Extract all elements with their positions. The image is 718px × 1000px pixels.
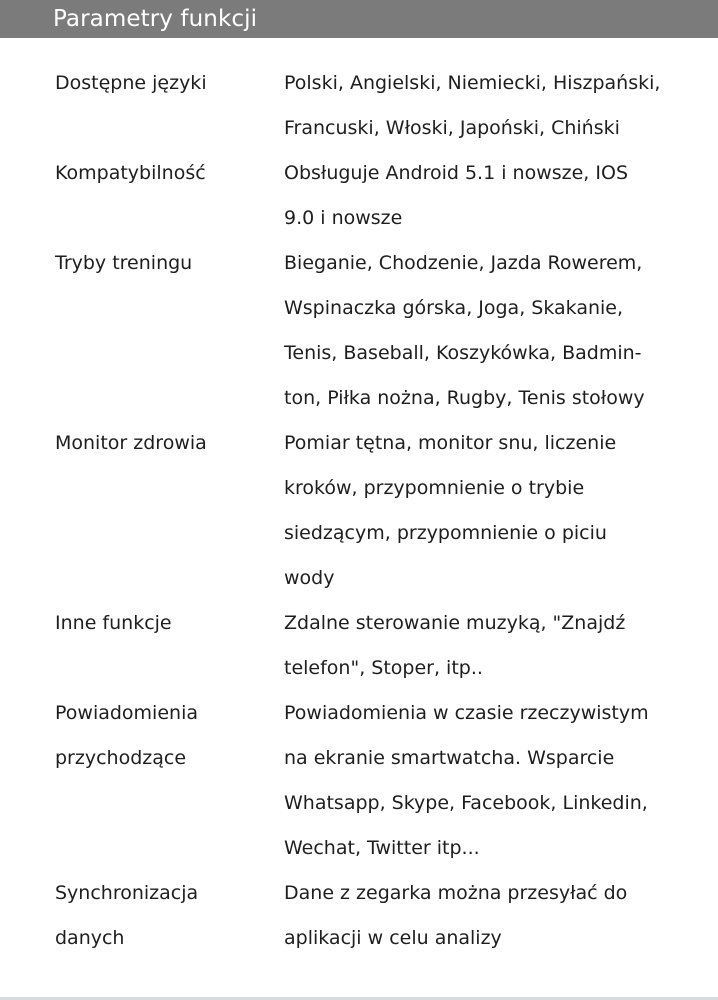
spec-label-line: Dostępne języki <box>55 72 207 94</box>
spec-value-line: Francuski, Włoski, Japoński, Chiński <box>284 117 620 139</box>
section-header-bar <box>0 0 718 38</box>
spec-row-training-modes <box>55 241 695 421</box>
spec-value-line: ton, Piłka nożna, Rugby, Tenis stołowy <box>284 387 645 409</box>
spec-label-line: Kompatybilność <box>55 162 206 184</box>
spec-row-notifications <box>55 691 695 871</box>
spec-table <box>55 61 695 961</box>
section-title: Parametry funkcji <box>53 6 258 32</box>
spec-label <box>55 421 284 466</box>
spec-value-line: siedzącym, przypomnienie o piciu <box>284 522 607 544</box>
spec-value <box>284 871 684 961</box>
spec-value-line: Polski, Angielski, Niemiecki, Hiszpański, <box>284 72 661 94</box>
spec-label-line: Synchronizacja <box>55 882 199 904</box>
spec-label <box>55 691 284 781</box>
spec-value-line: Pomiar tętna, monitor snu, liczenie <box>284 432 617 454</box>
spec-label-line: Monitor zdrowia <box>55 432 207 454</box>
spec-value-line: Tenis, Baseball, Koszykówka, Badmin- <box>284 342 642 364</box>
spec-value <box>284 61 684 151</box>
spec-value-line: wody <box>284 567 335 589</box>
spec-row-languages <box>55 61 695 151</box>
spec-label-line: danych <box>55 927 125 949</box>
spec-label <box>55 601 284 646</box>
spec-label-line: Tryby treningu <box>55 252 193 274</box>
spec-label-line: przychodzące <box>55 747 187 769</box>
spec-label-line: Inne funkcje <box>55 612 172 634</box>
spec-value-line: telefon", Stoper, itp.. <box>284 657 483 679</box>
spec-label <box>55 871 284 961</box>
spec-value-line: Dane z zegarka można przesyłać do <box>284 882 628 904</box>
spec-value-line: Obsługuje Android 5.1 i nowsze, IOS <box>284 162 629 184</box>
spec-row-compatibility <box>55 151 695 241</box>
spec-row-health-monitor <box>55 421 695 601</box>
spec-row-data-sync <box>55 871 695 961</box>
spec-label <box>55 61 284 106</box>
spec-value-line: Wechat, Twitter itp... <box>284 837 480 859</box>
spec-value-line: 9.0 i nowsze <box>284 207 403 229</box>
spec-label-line: Powiadomienia <box>55 702 198 724</box>
spec-value-line: Zdalne sterowanie muzyką, "Znajdź <box>284 612 626 634</box>
spec-row-other-functions <box>55 601 695 691</box>
spec-label <box>55 151 284 196</box>
spec-value <box>284 241 684 421</box>
spec-label <box>55 241 284 286</box>
spec-value-line: Whatsapp, Skype, Facebook, Linkedin, <box>284 792 648 814</box>
spec-value-line: aplikacji w celu analizy <box>284 927 502 949</box>
spec-value <box>284 691 684 871</box>
spec-value-line: Bieganie, Chodzenie, Jazda Rowerem, <box>284 252 643 274</box>
spec-value-line: na ekranie smartwatcha. Wsparcie <box>284 747 615 769</box>
spec-value <box>284 151 684 241</box>
spec-value-line: Powiadomienia w czasie rzeczywistym <box>284 702 649 724</box>
spec-value <box>284 421 684 601</box>
spec-value <box>284 601 684 691</box>
spec-value-line: kroków, przypomnienie o trybie <box>284 477 585 499</box>
spec-value-line: Wspinaczka górska, Joga, Skakanie, <box>284 297 624 319</box>
